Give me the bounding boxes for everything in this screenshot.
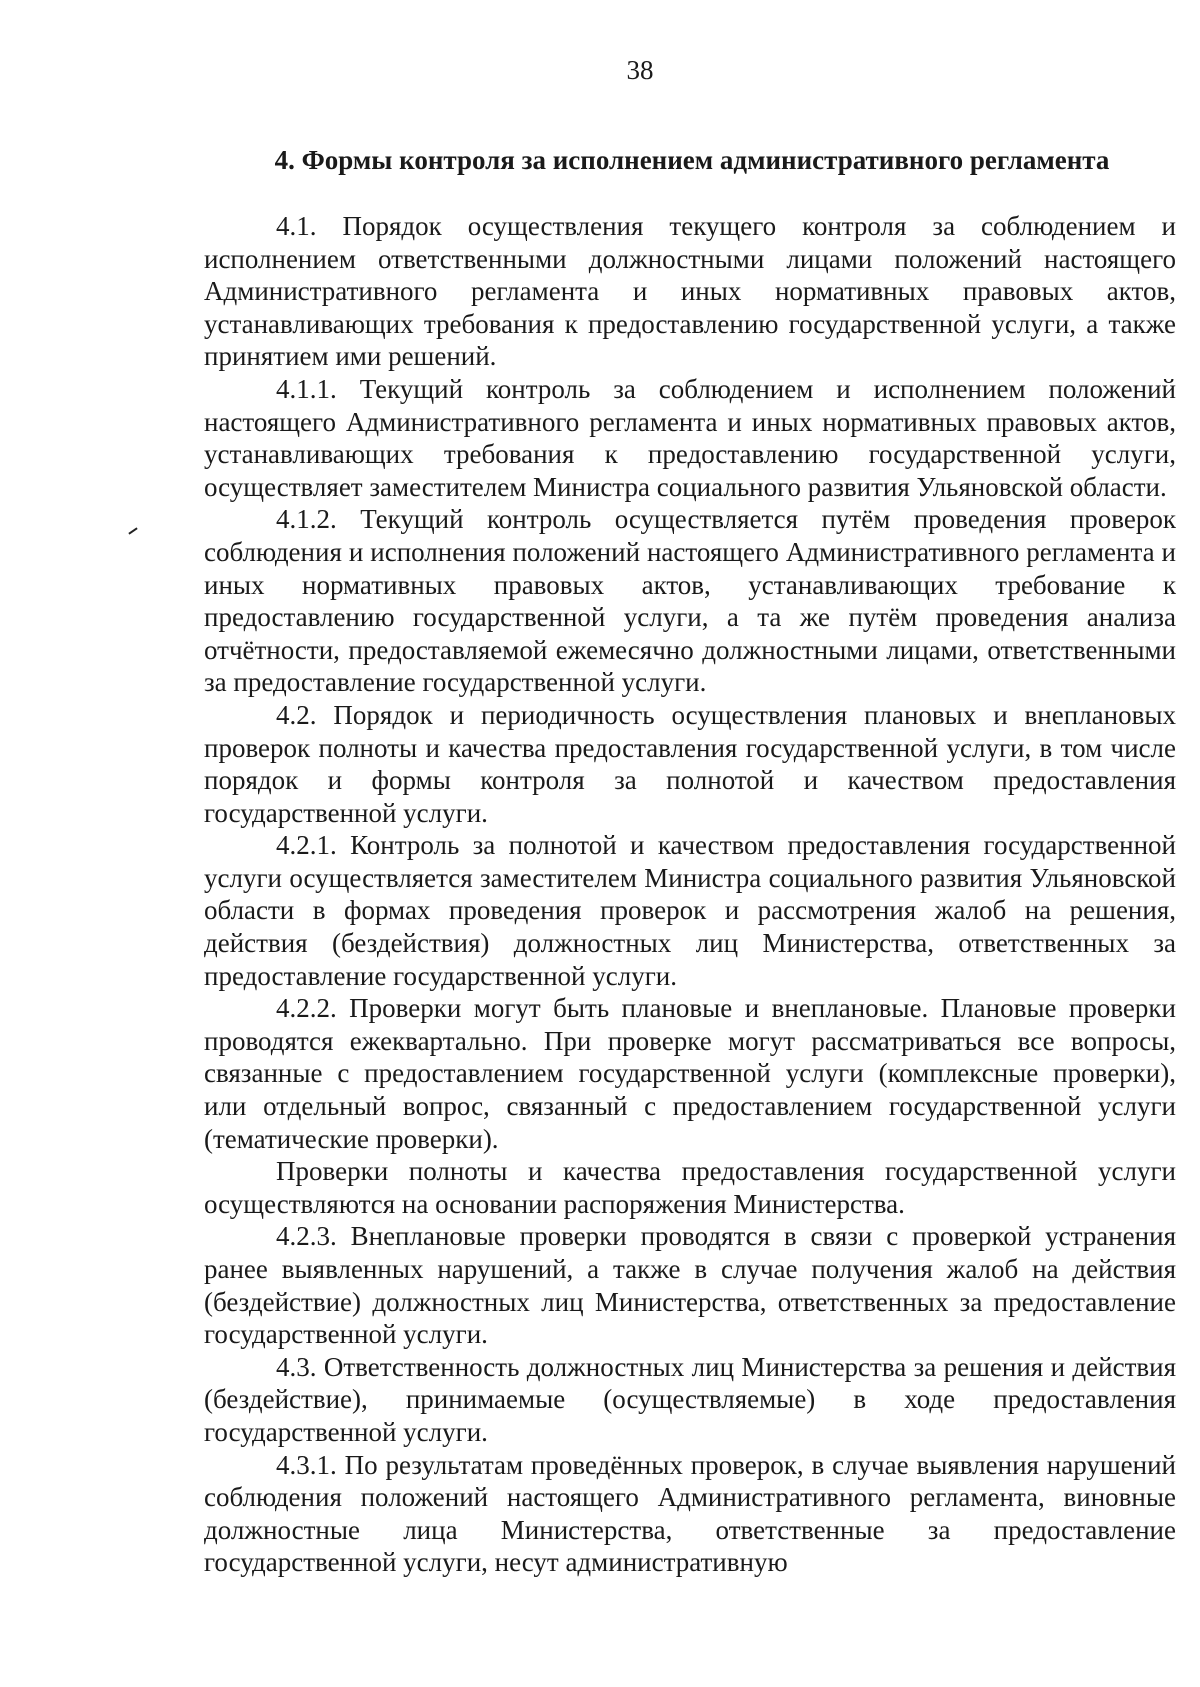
- paragraph-4-2-2: 4.2.2. Проверки могут быть плановые и внеплановые. Плановые проверки проводятся ежеквартально. При проверке могут рассматриваться все вопросы, связанные с предоставлением государственной услуги (комплексные проверки), или отдельный вопрос, связанный с предоставлением государственной услуги (тематические проверки).: [204, 993, 1176, 1154]
- scan-mark: [128, 527, 137, 534]
- paragraph-4-1-2: 4.1.2. Текущий контроль осуществляется путём проведения проверок соблюдения и исполнения положений настоящего Административного регламента и иных нормативных правовых актов, устанавливающих требование к предоставлению государственной услуги, а та же путём проведения анализа отчётности, предоставляемой ежемесячно должностными лицами, ответственными за предоставление государственной услуги.: [204, 504, 1176, 698]
- paragraph-4-2-3: 4.2.3. Внеплановые проверки проводятся в связи с проверкой устранения ранее выявленных нарушений, а также в случае получения жалоб на действия (бездействие) должностных лиц Министерства, ответственных за предоставление государственной услуги.: [204, 1221, 1176, 1350]
- paragraph-4-3: 4.3. Ответственность должностных лиц Министерства за решения и действия (бездействие), принимаемые (осуществляемые) в ходе предоставления государственной услуги.: [204, 1351, 1176, 1447]
- section-title: 4. Формы контроля за исполнением административного регламента: [274, 145, 1110, 175]
- paragraph-4-1-1: 4.1.1. Текущий контроль за соблюдением и исполнением положений настоящего Административного регламента и иных нормативных правовых актов, устанавливающих требования к предоставлению государственной услуги, осуществляет заместителем Министра социального развития Ульяновской области.: [204, 373, 1176, 502]
- document-body: [204, 210, 1176, 1579]
- paragraph-4-2: 4.2. Порядок и периодичность осуществления плановых и внеплановых проверок полноты и качества предоставления государственной услуги, в том числе порядок и формы контроля за полнотой и качеством предоставления государственной услуги.: [204, 699, 1176, 828]
- paragraph-4-3-1: 4.3.1. По результатам проведённых проверок, в случае выявления нарушений соблюдения положений настоящего Административного регламента, виновные должностные лица Министерства, ответственные за предоставление государственной услуги, несут административную: [204, 1449, 1176, 1578]
- paragraph-4-1: 4.1. Порядок осуществления текущего контроля за соблюдением и исполнением ответственными должностными лицами положений настоящего Административного регламента и иных нормативных правовых актов, устанавливающих требования к предоставлению государственной услуги, а также принятием ими решений.: [204, 211, 1176, 372]
- paragraph-4-2-1: 4.2.1. Контроль за полнотой и качеством предоставления государственной услуги осуществляется заместителем Министра социального развития Ульяновской области в формах проведения проверок и рассмотрения жалоб на решения, действия (бездействия) должностных лиц Министерства, ответственных за предоставление государственной услуги.: [204, 830, 1176, 991]
- paragraph-4-2-2-continued: Проверки полноты и качества предоставления государственной услуги осуществляются на основании распоряжения Министерства.: [204, 1156, 1176, 1219]
- page-number: 38: [626, 55, 654, 85]
